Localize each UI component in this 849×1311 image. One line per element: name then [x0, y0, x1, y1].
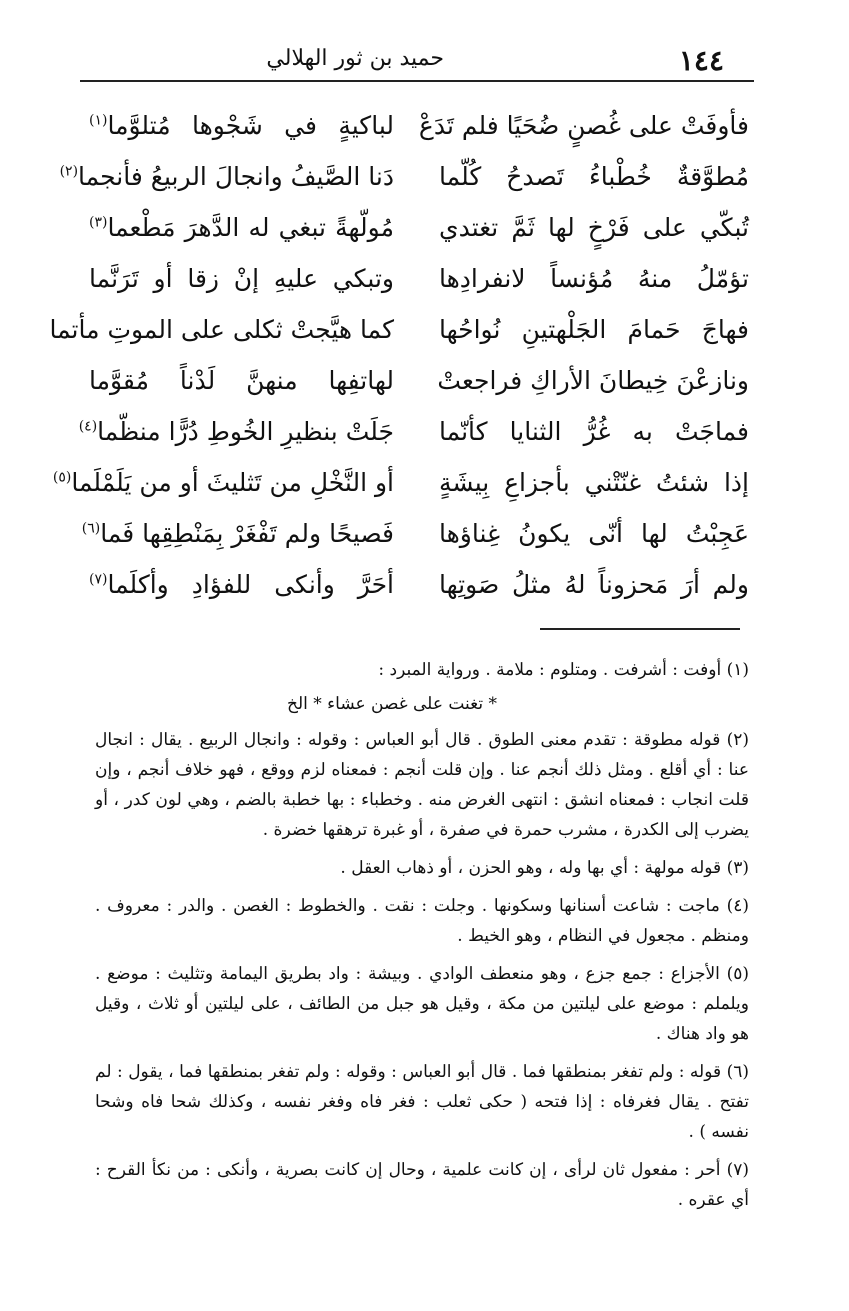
hemistich-text: دَنا الصَّيفُ وانجالَ الربيعُ فأنجما [78, 162, 394, 191]
verse-first-hemistich: مُطوَّقةٌ خُطْباءُ تَصدحُ كُلّما [439, 162, 749, 191]
header-divider [80, 80, 754, 82]
verse-first-hemistich: فهاجَ حَمامَ الجَلْهتينِ نُواحُها [439, 315, 749, 344]
verse-first-hemistich: عَجِبْتُ لها أنّى يكونُ غِناؤها [439, 519, 749, 548]
verse-first-hemistich: ونازعْنَ خِيطانَ الأراكِ فراجعتْ [437, 366, 749, 395]
footnote: (١) أوفت : أشرفت . ومتلوم : ملامة . ورواية المبرد : [378, 660, 749, 680]
footnote: (٦) قوله : ولم تفغر بمنطقها فما . قال أبو العباس : وقوله : ولم تفغر بمنطقها فما ، يقول : لم تفتح . يقال فغرفاه : إذا فتحه ( حكى ثعلب : فغر فاه وفغر نفسه ، وكذلك شحا فاه وشحا نفسه ) . [95, 1062, 749, 1142]
verse-line [80, 100, 749, 151]
verse-first-hemistich: ولم أرَ مَحزوناً لهُ مثلُ صَوتِها [439, 570, 749, 599]
hemistich-text: لباكيةٍ في شَجْوها مُتلوَّما [107, 111, 394, 140]
footnote: (٤) ماجت : شاعت أسنانها وسكونها . وجلت : نقت . والخطوط : الغصن . والدر : معروف . ومنظم . مجعول في النظام ، وهو الخيط . [95, 896, 749, 946]
poem [49, 100, 749, 610]
verse-second-hemistich [81, 508, 394, 559]
footnote-marker: (٧) [89, 571, 108, 588]
page-number: ١٤٤ [678, 44, 724, 77]
verse-second-hemistich [89, 355, 394, 406]
verse-line [52, 457, 749, 508]
hemistich-text: وتبكي عليهِ إنْ زقا أو تَرَنَّما [89, 264, 394, 293]
verse-line [59, 151, 749, 202]
hemistich-text: جَلَتْ بنظيرِ الخُوطِ دُرًّا منظّما [97, 417, 394, 446]
page-header [80, 40, 754, 80]
verse-first-hemistich: إذا شئتُ غنّتْني بأجزاعِ بِيشَةٍ [439, 468, 749, 497]
verse-first-hemistich: تؤمّلُ منهُ مُؤنساً لانفرادِها [439, 264, 749, 293]
verse-second-hemistich [52, 457, 394, 508]
footnote-quote: * تغنت على غصن عشاء * الخ [286, 694, 498, 714]
hemistich-text: أو النَّخْلِ من تَثليثَ أو من يَلَمْلَما [71, 468, 394, 497]
footnote-marker: (١) [89, 112, 108, 129]
verse-line [80, 202, 749, 253]
footnote-marker: (٥) [52, 469, 72, 486]
verse-first-hemistich: فأوفَتْ على غُصنٍ ضُحَيًا فلم تَدَعْ [418, 111, 749, 140]
footnote-marker: (٣) [89, 214, 108, 231]
verse-second-hemistich [59, 151, 394, 202]
footnote-marker: (٦) [81, 520, 101, 537]
hemistich-text: لهاتفِها منهنَّ لَدْناً مُقوَّما [89, 366, 394, 395]
running-title: حميد بن ثور الهلالي [266, 46, 444, 71]
verse-first-hemistich: تُبكّي على فَرْخٍ لها ثَمَّ تغتدي [439, 213, 749, 242]
verse-second-hemistich [78, 406, 394, 457]
footnote-divider [540, 628, 740, 630]
hemistich-text: فَصيحًا ولم تَفْغَرْ بِمَنْطِقِها فَما [100, 519, 394, 548]
hemistich-text: كما هيَّجتْ ثكلى على الموتِ مأتما [49, 315, 394, 344]
footnote-marker: (٤) [78, 418, 98, 435]
verse-line [80, 355, 749, 406]
footnote: (٢) قوله مطوقة : تقدم معنى الطوق . قال أبو العباس : وقوله : وانجال الربيع . يقال : انجال عنا : أي أقلع . ومثل ذلك أنجم عنا . وإن قلت أنجم : فمعناه لزم ووقع ، فهو خلاف أنجم ، وإن قلت انجاب : فمعناه انشق : انتهى الغرض منه . وخطباء : بها خطبة بالضم ، وهي لون كدر ، أو يضرب إلى الكدرة ، مشرب حمرة في صفرة ، أو غبرة ترهقها خضرة . [95, 730, 749, 840]
verse-second-hemistich [89, 559, 394, 610]
verse-line [80, 559, 749, 610]
footnote-marker: (٢) [59, 163, 79, 180]
footnote: (٣) قوله مولهة : أي بها وله ، وهو الحزن ، أو ذهاب العقل . [340, 858, 749, 878]
verse-line [49, 304, 749, 355]
verse-line [80, 253, 749, 304]
hemistich-text: أحَرَّ وأنكى للفؤادِ وأكلَما [107, 570, 394, 599]
hemistich-text: مُولّهةً تبغي له الدَّهرَ مَطْعما [107, 213, 394, 242]
verse-second-hemistich [49, 304, 394, 355]
verse-second-hemistich [89, 100, 394, 151]
footnote: (٥) الأجزاع : جمع جزع ، وهو منعطف الوادي . وبيشة : واد بطريق اليمامة وتثليث : موضع . ويلملم : موضع على ليلتين من مكة ، وقيل هو جبل من الطائف ، على ليلتين أو ثلاث ، وقيل هو واد هناك . [95, 964, 749, 1044]
verse-second-hemistich [89, 202, 394, 253]
footnotes [95, 655, 749, 1223]
verse-first-hemistich: فماجَتْ به غُرُّ الثنايا كأنّما [439, 417, 749, 446]
verse-second-hemistich [89, 253, 394, 304]
verse-line [80, 406, 749, 457]
verse-line [80, 508, 749, 559]
footnote: (٧) أحر : مفعول ثان لرأى ، إن كانت علمية ، وحال إن كانت بصرية ، وأنكى : من نكأ القرح : أي عقره . [95, 1160, 749, 1210]
